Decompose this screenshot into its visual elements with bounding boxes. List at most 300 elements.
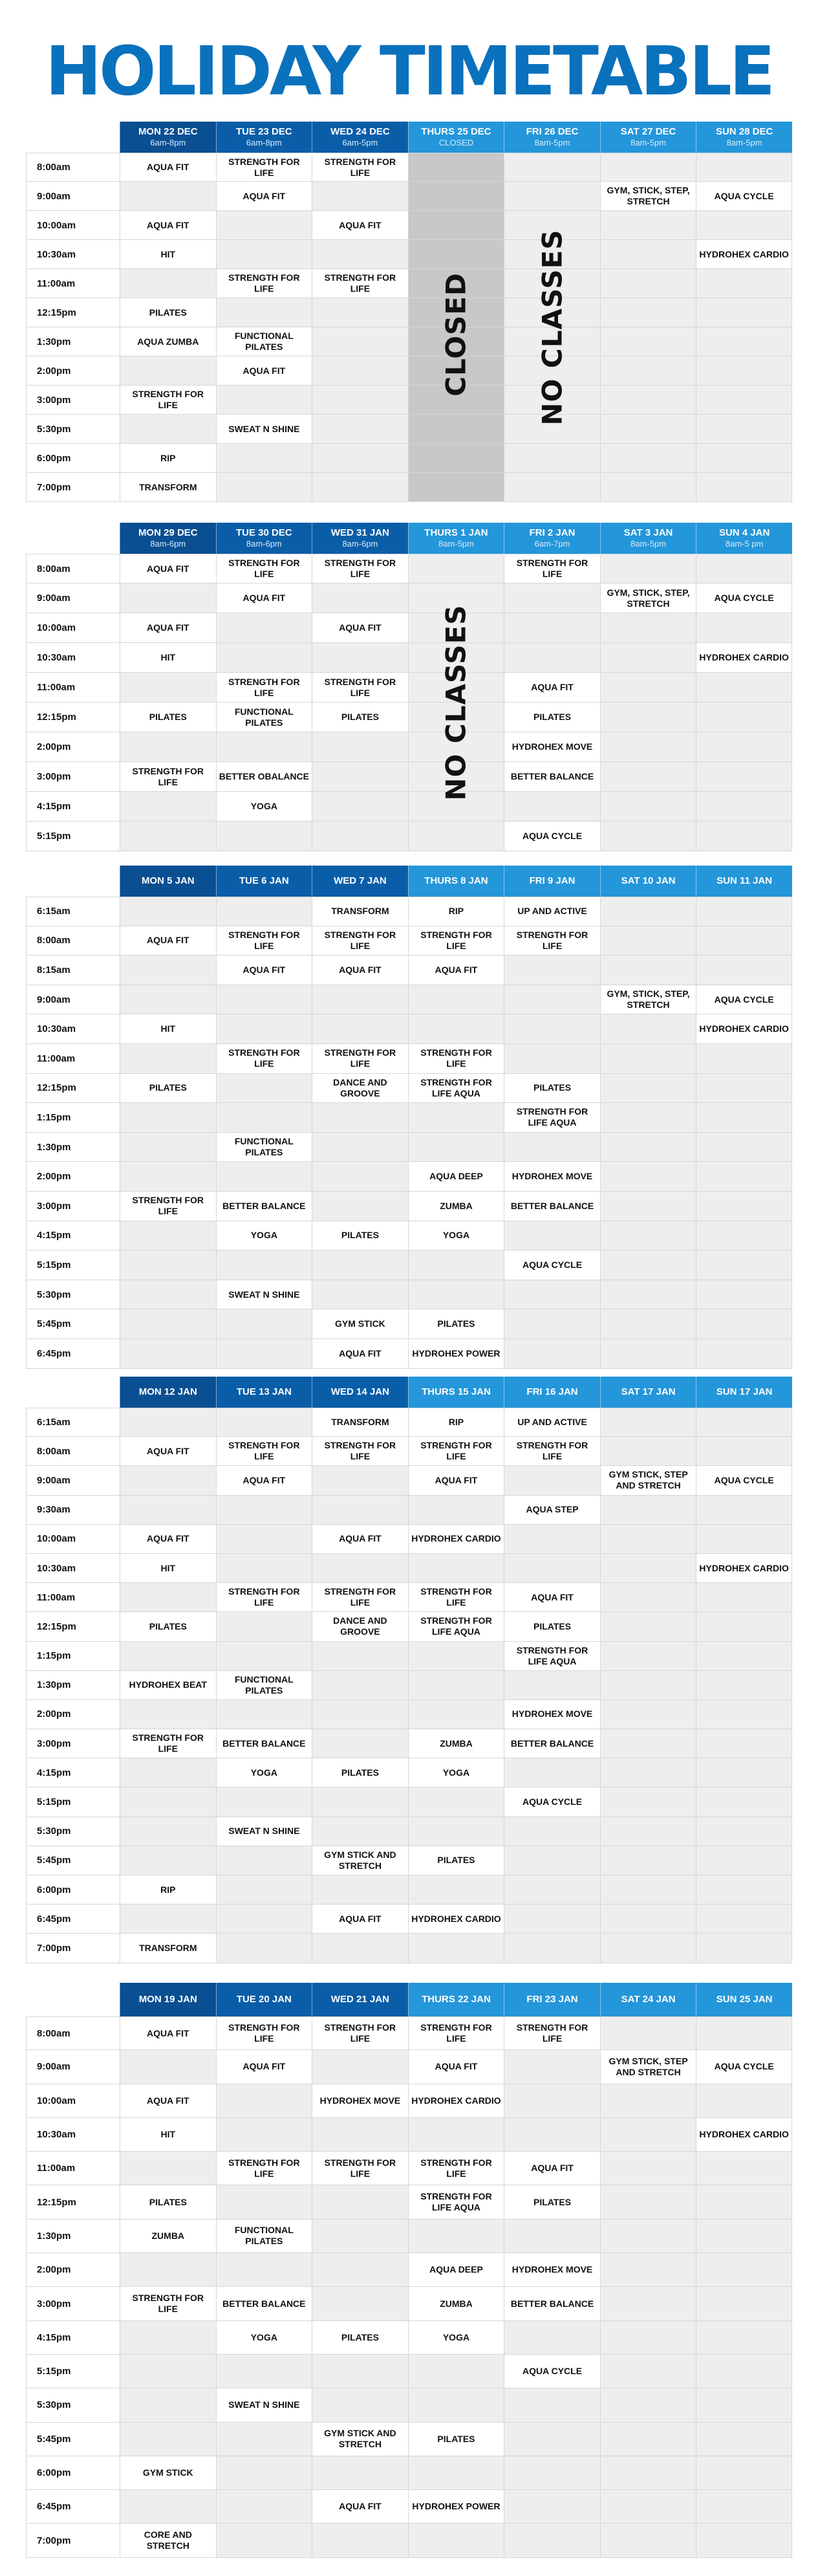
class-cell: AQUA FIT <box>120 613 216 642</box>
day-label: FRI 2 JAN <box>529 527 576 538</box>
class-cell <box>408 1875 504 1904</box>
class-cell <box>312 1787 408 1816</box>
time-cell: 5:15pm <box>26 822 120 851</box>
class-cell <box>120 1133 216 1162</box>
opening-hours: 8am-5 pm <box>725 539 764 549</box>
class-cell: AQUA FIT <box>312 955 408 985</box>
opening-hours: 8am-6pm <box>342 539 378 549</box>
class-cell <box>600 269 696 298</box>
table-row <box>26 985 792 1015</box>
time-cell: 12:15pm <box>26 1074 120 1103</box>
time-cell: 9:00am <box>26 2050 120 2083</box>
class-cell <box>216 1309 312 1338</box>
table-row <box>26 153 792 182</box>
class-cell <box>408 211 504 239</box>
class-cell: AQUA FIT <box>216 182 312 210</box>
time-cell: 7:00pm <box>26 473 120 501</box>
table-row <box>26 1554 792 1583</box>
class-cell <box>504 643 600 672</box>
class-cell <box>600 2118 696 2151</box>
time-cell: 8:00am <box>26 554 120 583</box>
class-cell <box>600 1525 696 1553</box>
opening-hours: 8am-5pm <box>534 138 570 147</box>
class-cell: UP AND ACTIVE <box>504 897 600 926</box>
class-cell <box>600 1496 696 1524</box>
time-cell: 6:45pm <box>26 1339 120 1368</box>
table-row <box>26 1192 792 1221</box>
class-cell <box>696 1074 792 1103</box>
class-cell <box>504 1554 600 1582</box>
class-cell: AQUA CYCLE <box>504 1250 600 1280</box>
class-cell: AQUA FIT <box>312 211 408 239</box>
class-cell <box>120 1583 216 1611</box>
time-cell: 2:00pm <box>26 1700 120 1729</box>
class-cell <box>696 1339 792 1368</box>
class-cell <box>696 1612 792 1641</box>
class-cell <box>312 2253 408 2286</box>
class-cell: AQUA FIT <box>120 554 216 583</box>
table-row <box>26 2287 792 2320</box>
time-cell: 6:45pm <box>26 1905 120 1933</box>
class-cell <box>696 1250 792 1280</box>
class-cell: AQUA FIT <box>216 584 312 613</box>
class-cell: AQUA FIT <box>504 2152 600 2185</box>
class-cell <box>312 1700 408 1729</box>
class-cell <box>216 1074 312 1103</box>
class-cell <box>696 1221 792 1250</box>
class-cell: HYDROHEX MOVE <box>504 2253 600 2286</box>
class-cell <box>600 926 696 955</box>
class-cell: AQUA FIT <box>120 1437 216 1465</box>
class-cell: HIT <box>120 1554 216 1582</box>
time-cell: 5:15pm <box>26 2355 120 2388</box>
class-cell: BETTER BALANCE <box>216 1192 312 1221</box>
class-cell <box>408 444 504 472</box>
class-cell: HYDROHEX CARDIO <box>408 1525 504 1553</box>
class-cell <box>408 1787 504 1816</box>
class-cell: HIT <box>120 1014 216 1043</box>
class-cell: AQUA FIT <box>504 673 600 702</box>
day-label: WED 21 JAN <box>330 1994 389 2005</box>
table-row <box>26 1309 792 1339</box>
opening-hours: 8am-5pm <box>438 539 474 549</box>
class-cell: AQUA CYCLE <box>504 1787 600 1816</box>
class-cell: RIP <box>120 1875 216 1904</box>
class-cell: AQUA FIT <box>312 613 408 642</box>
class-cell: AQUA FIT <box>504 1583 600 1611</box>
class-cell <box>312 643 408 672</box>
class-cell <box>216 473 312 501</box>
class-cell <box>216 2355 312 2388</box>
table-row <box>26 897 792 926</box>
class-cell: DANCE AND GROOVE <box>312 1612 408 1641</box>
class-cell <box>216 1787 312 1816</box>
class-cell <box>600 897 696 926</box>
opening-hours: CLOSED <box>438 138 474 147</box>
class-cell <box>504 955 600 985</box>
table-row <box>26 2321 792 2355</box>
no-classes-label: NO CLASSES <box>440 604 472 801</box>
class-cell: SWEAT N SHINE <box>216 415 312 443</box>
class-cell: PILATES <box>408 1846 504 1875</box>
time-cell: 1:30pm <box>26 327 120 356</box>
class-cell <box>408 2355 504 2388</box>
class-cell <box>504 1846 600 1875</box>
class-cell: PILATES <box>120 2185 216 2218</box>
time-header <box>26 866 120 897</box>
class-cell: PILATES <box>120 1612 216 1641</box>
class-cell <box>696 1729 792 1758</box>
class-cell <box>312 2355 408 2388</box>
table-row <box>26 2050 792 2084</box>
class-cell: STRENGTH FOR LIFE <box>504 554 600 583</box>
table-row <box>26 2220 792 2253</box>
day-header <box>216 523 312 554</box>
day-header <box>120 1377 216 1408</box>
class-cell <box>504 2456 600 2489</box>
time-cell: 12:15pm <box>26 2185 120 2218</box>
class-cell <box>600 1758 696 1787</box>
class-cell <box>600 1133 696 1162</box>
time-cell: 5:30pm <box>26 1817 120 1846</box>
week-table <box>26 1983 792 2558</box>
class-cell <box>312 327 408 356</box>
table-row <box>26 2152 792 2185</box>
day-label: WED 31 JAN <box>330 527 389 538</box>
class-cell <box>504 1221 600 1250</box>
class-cell <box>600 1162 696 1191</box>
table-row <box>26 2253 792 2287</box>
time-cell: 12:15pm <box>26 1612 120 1641</box>
class-cell <box>504 2321 600 2354</box>
class-cell <box>696 2084 792 2117</box>
day-header <box>600 122 696 153</box>
class-cell <box>120 415 216 443</box>
day-header <box>408 1377 504 1408</box>
class-cell: GYM STICK, STEP AND STRETCH <box>600 1466 696 1494</box>
class-cell <box>696 153 792 181</box>
class-cell <box>696 1934 792 1962</box>
class-cell: PILATES <box>504 1612 600 1641</box>
class-cell <box>408 554 504 583</box>
class-cell <box>600 1309 696 1338</box>
class-cell <box>120 1817 216 1846</box>
class-cell: STRENGTH FOR LIFE <box>216 269 312 298</box>
class-cell <box>216 2253 312 2286</box>
class-cell: STRENGTH FOR LIFE <box>504 2017 600 2049</box>
class-cell <box>408 822 504 851</box>
class-cell: FUNCTIONAL PILATES <box>216 1671 312 1699</box>
class-cell <box>408 240 504 268</box>
time-cell: 5:45pm <box>26 2423 120 2456</box>
class-cell <box>504 2490 600 2523</box>
table-row <box>26 1133 792 1162</box>
class-cell <box>600 1583 696 1611</box>
class-cell <box>696 2355 792 2388</box>
class-cell <box>504 1671 600 1699</box>
class-cell <box>216 1339 312 1368</box>
time-cell: 9:00am <box>26 985 120 1014</box>
day-label: SAT 3 JAN <box>623 527 673 538</box>
class-cell <box>600 1280 696 1309</box>
class-cell <box>408 473 504 501</box>
class-cell <box>696 2287 792 2320</box>
opening-hours: 6am-7pm <box>534 539 570 549</box>
class-cell: AQUA CYCLE <box>696 985 792 1014</box>
time-cell: 8:00am <box>26 153 120 181</box>
time-cell: 2:00pm <box>26 2253 120 2286</box>
table-row <box>26 1250 792 1280</box>
class-cell: AQUA FIT <box>408 955 504 985</box>
class-cell <box>504 2423 600 2456</box>
class-cell: HYDROHEX CARDIO <box>696 1014 792 1043</box>
class-cell <box>312 240 408 268</box>
class-cell <box>600 2017 696 2049</box>
day-label: SUN 25 JAN <box>716 1994 773 2005</box>
day-label: FRI 26 DEC <box>526 126 579 137</box>
class-cell <box>696 1758 792 1787</box>
class-cell <box>504 153 600 181</box>
class-cell: GYM STICK <box>120 2456 216 2489</box>
class-cell <box>504 444 600 472</box>
class-cell <box>600 673 696 702</box>
class-cell: PILATES <box>312 703 408 732</box>
class-cell <box>696 2321 792 2354</box>
class-cell <box>120 269 216 298</box>
time-cell: 11:00am <box>26 269 120 298</box>
class-cell <box>312 2388 408 2421</box>
time-cell: 4:15pm <box>26 1221 120 1250</box>
class-cell <box>312 356 408 385</box>
class-cell: AQUA FIT <box>312 1905 408 1933</box>
class-cell <box>312 1162 408 1191</box>
class-cell <box>120 1700 216 1729</box>
class-cell: SWEAT N SHINE <box>216 1817 312 1846</box>
class-cell: STRENGTH FOR LIFE <box>312 926 408 955</box>
class-cell <box>312 1817 408 1846</box>
class-cell: HYDROHEX CARDIO <box>408 1905 504 1933</box>
opening-hours: 8am-5pm <box>726 138 762 147</box>
day-label: TUE 30 DEC <box>235 527 292 538</box>
opening-hours: 6am-8pm <box>150 138 186 147</box>
class-cell <box>216 1554 312 1582</box>
class-cell: GYM, STICK, STEP, STRETCH <box>600 985 696 1014</box>
class-cell <box>312 1014 408 1043</box>
class-cell <box>600 1846 696 1875</box>
time-cell: 9:30am <box>26 1496 120 1524</box>
class-cell <box>408 1103 504 1132</box>
class-cell <box>408 2118 504 2151</box>
class-cell <box>696 673 792 702</box>
class-cell <box>120 1250 216 1280</box>
class-cell: FUNCTIONAL PILATES <box>216 703 312 732</box>
class-cell <box>504 985 600 1014</box>
time-header <box>26 523 120 554</box>
class-cell <box>600 240 696 268</box>
class-cell <box>600 1192 696 1221</box>
table-row <box>26 415 792 444</box>
class-cell <box>216 985 312 1014</box>
class-cell: STRENGTH FOR LIFE AQUA <box>504 1103 600 1132</box>
class-cell <box>408 2388 504 2421</box>
day-label: SAT 10 JAN <box>621 875 676 886</box>
closed-label: CLOSED <box>440 272 472 397</box>
class-cell <box>600 2152 696 2185</box>
class-cell <box>696 2017 792 2049</box>
class-cell: STRENGTH FOR LIFE <box>408 926 504 955</box>
class-cell <box>600 1642 696 1670</box>
class-cell <box>312 822 408 851</box>
class-cell: YOGA <box>408 1758 504 1787</box>
class-cell <box>312 1250 408 1280</box>
time-cell: 5:30pm <box>26 2388 120 2421</box>
day-header <box>696 866 792 897</box>
day-header <box>120 866 216 897</box>
class-cell <box>696 2524 792 2557</box>
table-row <box>26 554 792 584</box>
class-cell <box>696 1044 792 1073</box>
class-cell <box>504 182 600 210</box>
class-cell <box>600 1729 696 1758</box>
table-row <box>26 1074 792 1104</box>
class-cell: STRENGTH FOR LIFE <box>408 2152 504 2185</box>
class-cell <box>216 1612 312 1641</box>
class-cell <box>696 2253 792 2286</box>
day-header <box>312 122 408 153</box>
class-cell <box>216 897 312 926</box>
class-cell <box>120 1408 216 1436</box>
class-cell <box>600 1554 696 1582</box>
class-cell <box>216 240 312 268</box>
class-cell <box>696 732 792 761</box>
class-cell <box>216 1525 312 1553</box>
day-label: SUN 17 JAN <box>716 1386 773 1397</box>
time-cell: 10:30am <box>26 643 120 672</box>
time-header <box>26 122 120 153</box>
class-cell: ZUMBA <box>408 1729 504 1758</box>
class-cell <box>120 792 216 821</box>
day-header <box>504 523 600 554</box>
day-label: TUE 20 JAN <box>236 1994 292 2005</box>
class-cell <box>600 643 696 672</box>
class-cell <box>312 1103 408 1132</box>
day-header <box>312 866 408 897</box>
class-cell <box>504 1014 600 1043</box>
table-row <box>26 643 792 673</box>
time-cell: 9:00am <box>26 1466 120 1494</box>
class-cell <box>696 1700 792 1729</box>
day-header <box>504 1983 600 2016</box>
class-cell <box>312 386 408 414</box>
table-row <box>26 1014 792 1044</box>
class-cell <box>216 643 312 672</box>
class-cell <box>120 2050 216 2083</box>
day-label: FRI 9 JAN <box>529 875 576 886</box>
time-cell: 8:00am <box>26 1437 120 1465</box>
class-cell: STRENGTH FOR LIFE <box>504 926 600 955</box>
class-cell: AQUA DEEP <box>408 2253 504 2286</box>
day-header <box>696 1983 792 2016</box>
class-cell <box>504 1466 600 1494</box>
table-row <box>26 2016 792 2050</box>
time-cell: 8:00am <box>26 926 120 955</box>
class-cell: BETTER BALANCE <box>504 2287 600 2320</box>
class-cell: AQUA FIT <box>216 2050 312 2083</box>
class-cell: STRENGTH FOR LIFE AQUA <box>408 1074 504 1103</box>
day-label: SUN 11 JAN <box>716 875 773 886</box>
time-cell: 10:30am <box>26 240 120 268</box>
class-cell <box>600 2220 696 2253</box>
time-cell: 10:00am <box>26 613 120 642</box>
class-cell: YOGA <box>216 792 312 821</box>
class-cell <box>696 298 792 327</box>
time-cell: 5:15pm <box>26 1787 120 1816</box>
class-cell <box>696 1280 792 1309</box>
class-cell <box>408 153 504 181</box>
class-cell <box>120 1758 216 1787</box>
class-cell: STRENGTH FOR LIFE <box>120 2287 216 2320</box>
class-cell <box>120 2423 216 2456</box>
class-cell <box>600 762 696 791</box>
class-cell: STRENGTH FOR LIFE <box>120 762 216 791</box>
class-cell <box>216 613 312 642</box>
class-cell: HYDROHEX MOVE <box>504 1162 600 1191</box>
class-cell: STRENGTH FOR LIFE <box>216 1583 312 1611</box>
day-label: WED 7 JAN <box>334 875 387 886</box>
class-cell <box>600 1934 696 1962</box>
class-cell <box>504 2524 600 2557</box>
class-cell: PILATES <box>504 1074 600 1103</box>
time-cell: 10:30am <box>26 1554 120 1582</box>
class-cell <box>600 1905 696 1933</box>
class-cell: PILATES <box>504 703 600 732</box>
class-cell <box>408 1671 504 1699</box>
day-header <box>408 1983 504 2016</box>
table-row <box>26 1408 792 1437</box>
class-cell <box>120 1309 216 1338</box>
class-cell <box>600 2253 696 2286</box>
opening-hours: 8am-6pm <box>246 539 282 549</box>
table-row <box>26 2423 792 2456</box>
class-cell <box>312 2220 408 2253</box>
class-cell <box>408 1496 504 1524</box>
time-cell: 7:00pm <box>26 1934 120 1962</box>
day-label: SAT 27 DEC <box>620 126 676 137</box>
class-cell <box>504 1817 600 1846</box>
time-cell: 6:00pm <box>26 1875 120 1904</box>
class-cell <box>408 1014 504 1043</box>
class-cell <box>504 2118 600 2151</box>
class-cell <box>504 584 600 613</box>
class-cell <box>600 2456 696 2489</box>
time-cell: 2:00pm <box>26 356 120 385</box>
class-cell <box>216 1875 312 1904</box>
class-cell <box>312 1934 408 1962</box>
class-cell <box>504 1044 600 1073</box>
class-cell <box>312 985 408 1014</box>
class-cell: GYM STICK AND STRETCH <box>312 1846 408 1875</box>
class-cell <box>696 1671 792 1699</box>
table-row <box>26 762 792 792</box>
class-cell: RIP <box>408 897 504 926</box>
day-header <box>696 523 792 554</box>
class-cell <box>696 613 792 642</box>
class-cell: STRENGTH FOR LIFE <box>120 1729 216 1758</box>
class-cell: PILATES <box>120 298 216 327</box>
class-cell <box>600 1221 696 1250</box>
class-cell <box>600 703 696 732</box>
table-row <box>26 1642 792 1671</box>
